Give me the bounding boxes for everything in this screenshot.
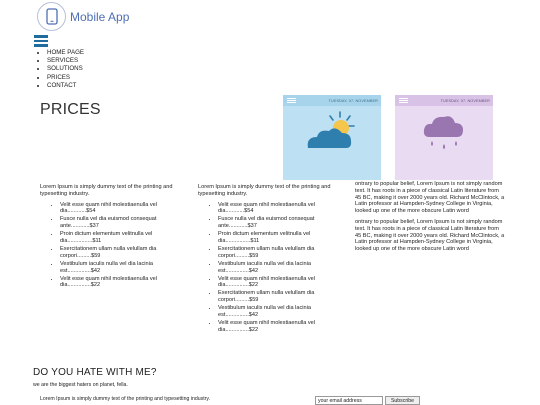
card-header (395, 95, 493, 106)
card-menu-icon[interactable] (399, 97, 408, 105)
card-date: TUESDAY, 07. NOVEMBER (328, 98, 378, 103)
price-item: • Vestibulum iaculis nulla vel dia lacinia est...............$42 (60, 261, 190, 275)
price-item: • Exercitationem ullam nulla velullam dia corpori.........$59 (60, 246, 190, 260)
price-list-2 (198, 184, 348, 335)
brand-logo[interactable] (37, 2, 129, 31)
price-item: • Velit esse quam nihil molestiaenulla vel dia...............$22 (218, 276, 348, 290)
price-item: • Proin dictum elementum velitnulla vel dia................$11 (60, 231, 190, 245)
nav-link-home[interactable]: HOME PAGE (47, 49, 85, 56)
brand-name: Mobile App (70, 9, 130, 24)
price-item: • Fusce nulla vel dia euismod consequat ante............$37 (60, 216, 190, 230)
price-item: • Velit esse quam nihil molestiaenulla vel dia............$54 (218, 202, 348, 216)
price-list (198, 202, 348, 334)
nav-link-services[interactable]: SERVICES (47, 57, 79, 65)
price-item: • Velit esse quam nihil molestiaenulla vel dia............$54 (60, 202, 190, 216)
rain-cloud-icon (414, 106, 474, 154)
nav-item-solutions[interactable] (47, 65, 84, 73)
footer-text: Lorem Ipsum is simply dummy text of the printing and typesetting industry. (40, 396, 211, 402)
paragraph: ontrary to popular belief, Lorem Ipsum is not simply random text. It has roots in a piece of classical Latin literature from 45 BC, making it over 2000 years old. Richard McClintock, a Latin professor at Hampden-Sydney College in Virginia, looked up one of the more obscure Latin word (355, 181, 505, 215)
nav-link-solutions[interactable]: SOLUTIONS (47, 65, 83, 73)
price-list (40, 202, 190, 290)
price-list-1 (40, 184, 190, 290)
email-input[interactable] (315, 396, 383, 405)
price-item: • Velit esse quam nihil molestiaenulla vel dia...............$22 (60, 276, 190, 290)
price-item: • Vestibulum iaculis nulla vel dia lacinia est...............$42 (218, 261, 348, 275)
card-date: TUESDAY, 07. NOVEMBER (440, 98, 490, 103)
page-title: PRICES (40, 101, 101, 118)
price-item: • Fusce nulla vel dia euismod consequat ante............$37 (218, 216, 348, 230)
mobile-phone-icon (37, 2, 66, 31)
section-subtitle: we are the biggest haters on planet, fella. (33, 382, 128, 388)
nav-item-services[interactable] (47, 57, 84, 65)
card-header (283, 95, 381, 106)
nav-item-prices[interactable] (47, 74, 84, 82)
hamburger-menu-icon[interactable] (34, 35, 48, 48)
price-item: • Vestibulum iaculis nulla vel dia lacinia est...............$42 (218, 305, 348, 319)
section-title: DO YOU HATE WITH ME? (33, 367, 157, 378)
card-menu-icon[interactable] (287, 97, 296, 105)
price-list-intro: Lorem Ipsum is simply dummy text of the printing and typesetting industry. (198, 184, 331, 197)
text-column (355, 181, 505, 257)
nav-link-contact[interactable]: CONTACT (47, 81, 77, 89)
partly-cloudy-icon (302, 106, 362, 154)
paragraph: ontrary to popular belief, Lorem Ipsum is not simply random text. It has roots in a piece of classical Latin literature from 45 BC, making it over 2000 years old. Richard McClintock, a Latin professor at Hampden-Sydney College in Virginia, looked up one of the more obscure Latin word (355, 218, 505, 253)
price-item: • Exercitationem ullam nulla velullam dia corpori.........$59 (218, 246, 348, 260)
nav-item-home[interactable] (47, 49, 84, 57)
price-item: • Velit esse quam nihil molestiaenulla vel dia...............$22 (218, 320, 348, 334)
price-list-intro: Lorem Ipsum is simply dummy text of the printing and typesetting industry. (40, 184, 173, 197)
weather-card-rain (395, 95, 493, 180)
nav-item-contact[interactable] (47, 82, 84, 90)
weather-card-sunny (283, 95, 381, 180)
main-nav (37, 49, 84, 90)
subscribe-button[interactable]: Subscribe (385, 396, 420, 405)
nav-link-prices[interactable]: PRICES (47, 73, 71, 81)
price-item: • Proin dictum elementum velitnulla vel dia................$11 (218, 231, 348, 245)
price-item: • Exercitationem ullam nulla velullam dia corpori.........$59 (218, 290, 348, 304)
